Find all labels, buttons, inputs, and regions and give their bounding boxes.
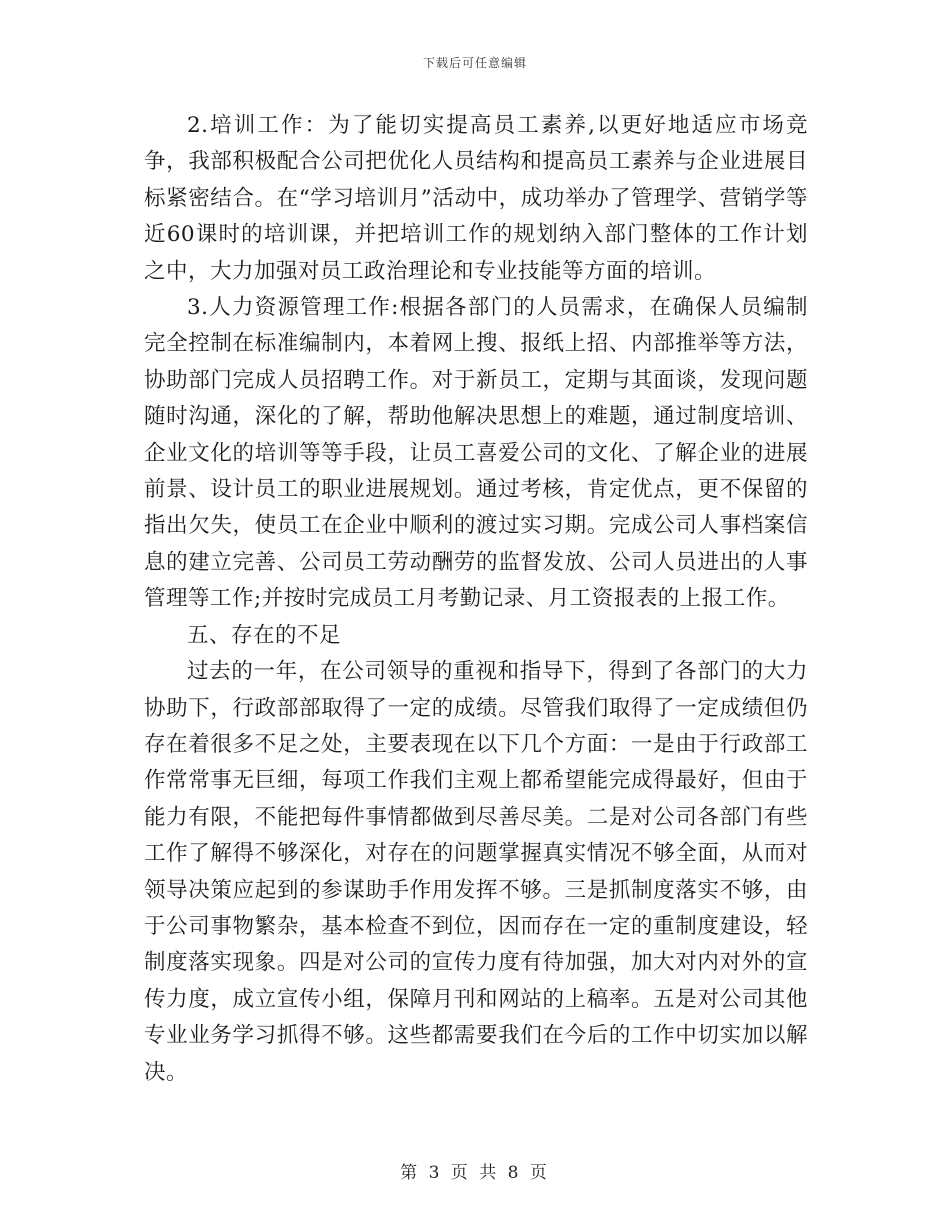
paragraph-training: 2.培训工作：为了能切实提高员工素养,以更好地适应市场竞争，我部积极配合公司把优化人员结构和提高员工素养与企业进展目标紧密结合。在“学习培训月”活动中，成功举办了管理学、营销学等近60课时的培训课，并把培训工作的规划纳入部门整体的工作计划之中，大力加强对员工政治理论和专业技能等方面的培训。 [144,113,808,284]
header-note: 下载后可任意编辑 [422,56,527,70]
paragraph-hr-management: 3.人力资源管理工作:根据各部门的人员需求，在确保人员编制完全控制在标准编制内，本着网上搜、报纸上招、内部推举等方法，协助部门完成人员招聘工作。对于新员工，定期与其面谈，发现问题随时沟通，深化的了解，帮助他解决思想上的难题，通过制度培训、企业文化的培训等等手段，让员工喜爱公司的文化、了解企业的进展前景、设计员工的职业进展规划。通过考核，肯定优点，更不保留的指出欠失，使员工在企业中顺利的渡过实习期。完成公司人事档案信息的建立完善、公司员工劳动酬劳的监督发放、公司人员进出的人事管理等工作;并按时完成员工月考勤记录、月工资报表的上报工作。 [144,295,808,612]
section-heading-shortcomings: 五、存在的不足 [187,622,342,648]
page-number: 第 3 页 共 8 页 [400,1163,550,1183]
document-body [144,108,808,1091]
paragraph-shortcomings: 过去的一年，在公司领导的重视和指导下，得到了各部门的大力协助下，行政部部取得了一定的成绩。尽管我们取得了一定成绩但仍存在着很多不足之处，主要表现在以下几个方面：一是由于行政部工作常常事无巨细，每项工作我们主观上都希望能完成得最好，但由于能力有限，不能把每件事情都做到尽善尽美。二是对公司各部门有些工作了解得不够深化，对存在的问题掌握真实情况不够全面，从而对领导决策应起到的参谋助手作用发挥不够。三是抓制度落实不够，由于公司事物繁杂，基本检查不到位，因而存在一定的重制度建设，轻制度落实现象。四是对公司的宣传力度有待加强，加大对内对外的宣传力度，成立宣传小组，保障月刊和网站的上稿率。五是对公司其他专业业务学习抓得不够。这些都需要我们在今后的工作中切实加以解决。 [144,659,808,1085]
